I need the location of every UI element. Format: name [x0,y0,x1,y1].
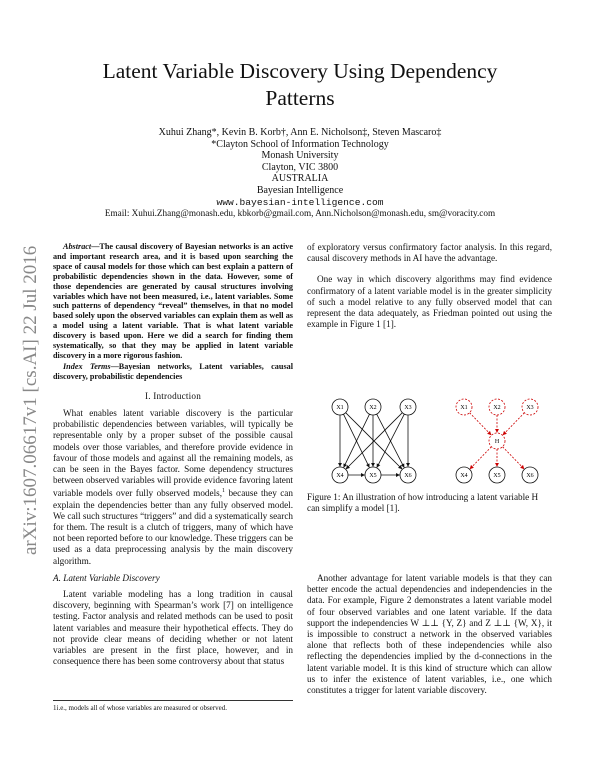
abstract-label: Abstract [63,242,92,251]
footnote: 1i.e., models all of whose variables are measured or observed. [53,700,293,713]
affiliation-4: AUSTRALIA [271,173,329,185]
node-right-top-label: X3 [526,405,534,411]
node-right-bottom-label: X4 [460,473,468,479]
intro-paragraph: What enables latent variable discovery is the particular probabilistic dependencies between variables, will typically be representable only by a proper subset of the possible causal models over those variables, and therefore provide evidence in favour of those models and against all the remaining models, as can be seen in the Bayes factor. Some dependency structures between observed variables will provide evidence favoring latent variable models over fully observed models,$^1$ because they can explain the dependencies better than any fully observed model. We call such structures “triggers” and did a systematically search for them. The result is a clutch of triggers, many of which have not been reported before to our knowledge. These triggers can be used as a data preprocessing analysis by the main discovery algorithm. [53,407,293,566]
figure-1 [318,385,548,500]
node-left-bottom-label: X6 [404,473,412,479]
figure-1-caption: Figure 1: An illustration of how introducing a latent variable H can simplify a model [1]. [307,492,539,514]
node-latent-label: H [494,439,500,445]
edge [503,447,525,469]
node-right-top-label: X2 [493,405,501,411]
right-paragraph-2: One way in which discovery algorithms may find evidence confirmatory of a latent variable model is in the greater simplicity of such a model relative to any fully observed model that can represent the data adequately, as Friedman pointed out using the example in Figure 1 [1]. [307,274,552,330]
affiliation-2: Monash University [261,150,339,162]
subsection-heading: A. Latent Variable Discovery [53,572,160,583]
email-line: Email: Xuhui.Zhang@monash.edu, kbkorb@gmail.com, Ann.Nicholson@monash.edu, sm@voracity.com [104,208,496,219]
arxiv-stamp-text: arXiv:1607.06617v1 [cs.AI] 22 Jul 2016 [20,245,41,555]
node-right-top-label: X1 [460,405,468,411]
author-block [60,127,540,220]
node-right-bottom-label: X5 [493,473,501,479]
footnote-marker: 1 [222,488,226,495]
edge [503,413,525,435]
website-link[interactable]: www.bayesian-intelligence.com [216,196,384,208]
right-column-top [307,242,552,330]
node-left-top-label: X1 [336,405,344,411]
latent-paragraph: Latent variable modeling has a long tradition in causal discovery, beginning with Spearman’s work [7] on intelligence testing. Factor analysis and related methods can be used to posit latent variables and measure their hypothetical effects. They do not provide clear means of deciding whether or not latent variables are present in the first place, however, and in consequence there has been some controversy about that status [53,589,293,667]
left-column [53,242,293,667]
right-paragraph-3: Another advantage for latent variable models is that they can better encode the actual dependencies and independencies in the data. For example, Figure 2 demonstrates a latent variable model of four observed variables and one latent variable. If the data support the independencies W ⊥⊥ {Y, Z} and Z ⊥⊥ {W, X}, it is impossible to construct a network in the observed variables alone that reflects both of these independencies while also reflecting the dependencies implied by the d-connections in the latent variable model. It is this kind of structure which can allow us to infer the existence of latent variables, i.e., one which constitutes a trigger for latent variable discovery. [307,573,552,696]
edge [470,413,492,435]
edge [470,447,492,469]
right-column-bottom [307,573,552,696]
arxiv-stamp [6,0,46,560]
abstract-text: —The causal discovery of Bayesian networks is an active and important research area, and it is based upon searching the space of causal models for those which can best explain a pattern of probabilistic dependencies shown in the data. However, some of those dependencies are generated by causal structures involving variables which have not been measured, i.e., latent variables. Some such patterns of dependency “reveal” themselves, in that no model based solely upon the observed variables can explain them as well as a model using a latent variable. That is what latent variable discovery is based upon. Here we did a search for finding them systematically, so that they may be applied in latent variable discovery in a more rigorous fashion. [53,242,293,360]
author-list: Xuhui Zhang*, Kevin B. Korb†, Ann E. Nicholson‡, Steven Mascaro‡ [158,127,442,138]
index-terms-text: —Bayesian networks, Latent variables, causal discovery, probabilistic dependencies [53,361,294,381]
node-left-bottom-label: X5 [369,473,377,479]
node-left-top-label: X2 [369,405,377,411]
affiliation-5: Bayesian Intelligence [256,184,344,196]
affiliation-3: Clayton, VIC 3800 [261,161,339,173]
index-terms [53,362,293,382]
affiliation-1: *Clayton School of Information Technology [211,138,389,150]
index-terms-label: Index Terms [63,361,111,371]
abstract [53,242,293,361]
node-left-top-label: X3 [404,405,412,411]
node-left-bottom-label: X4 [336,473,344,479]
paper-title: Latent Variable Discovery Using Dependency Patterns [102,59,498,110]
right-paragraph-1: of exploratory versus confirmatory factor analysis. In this regard, causal discovery methods in AI have the advantage. [307,242,552,264]
node-right-bottom-label: X6 [526,473,534,479]
section-heading-introduction: I. Introduction [144,390,202,401]
